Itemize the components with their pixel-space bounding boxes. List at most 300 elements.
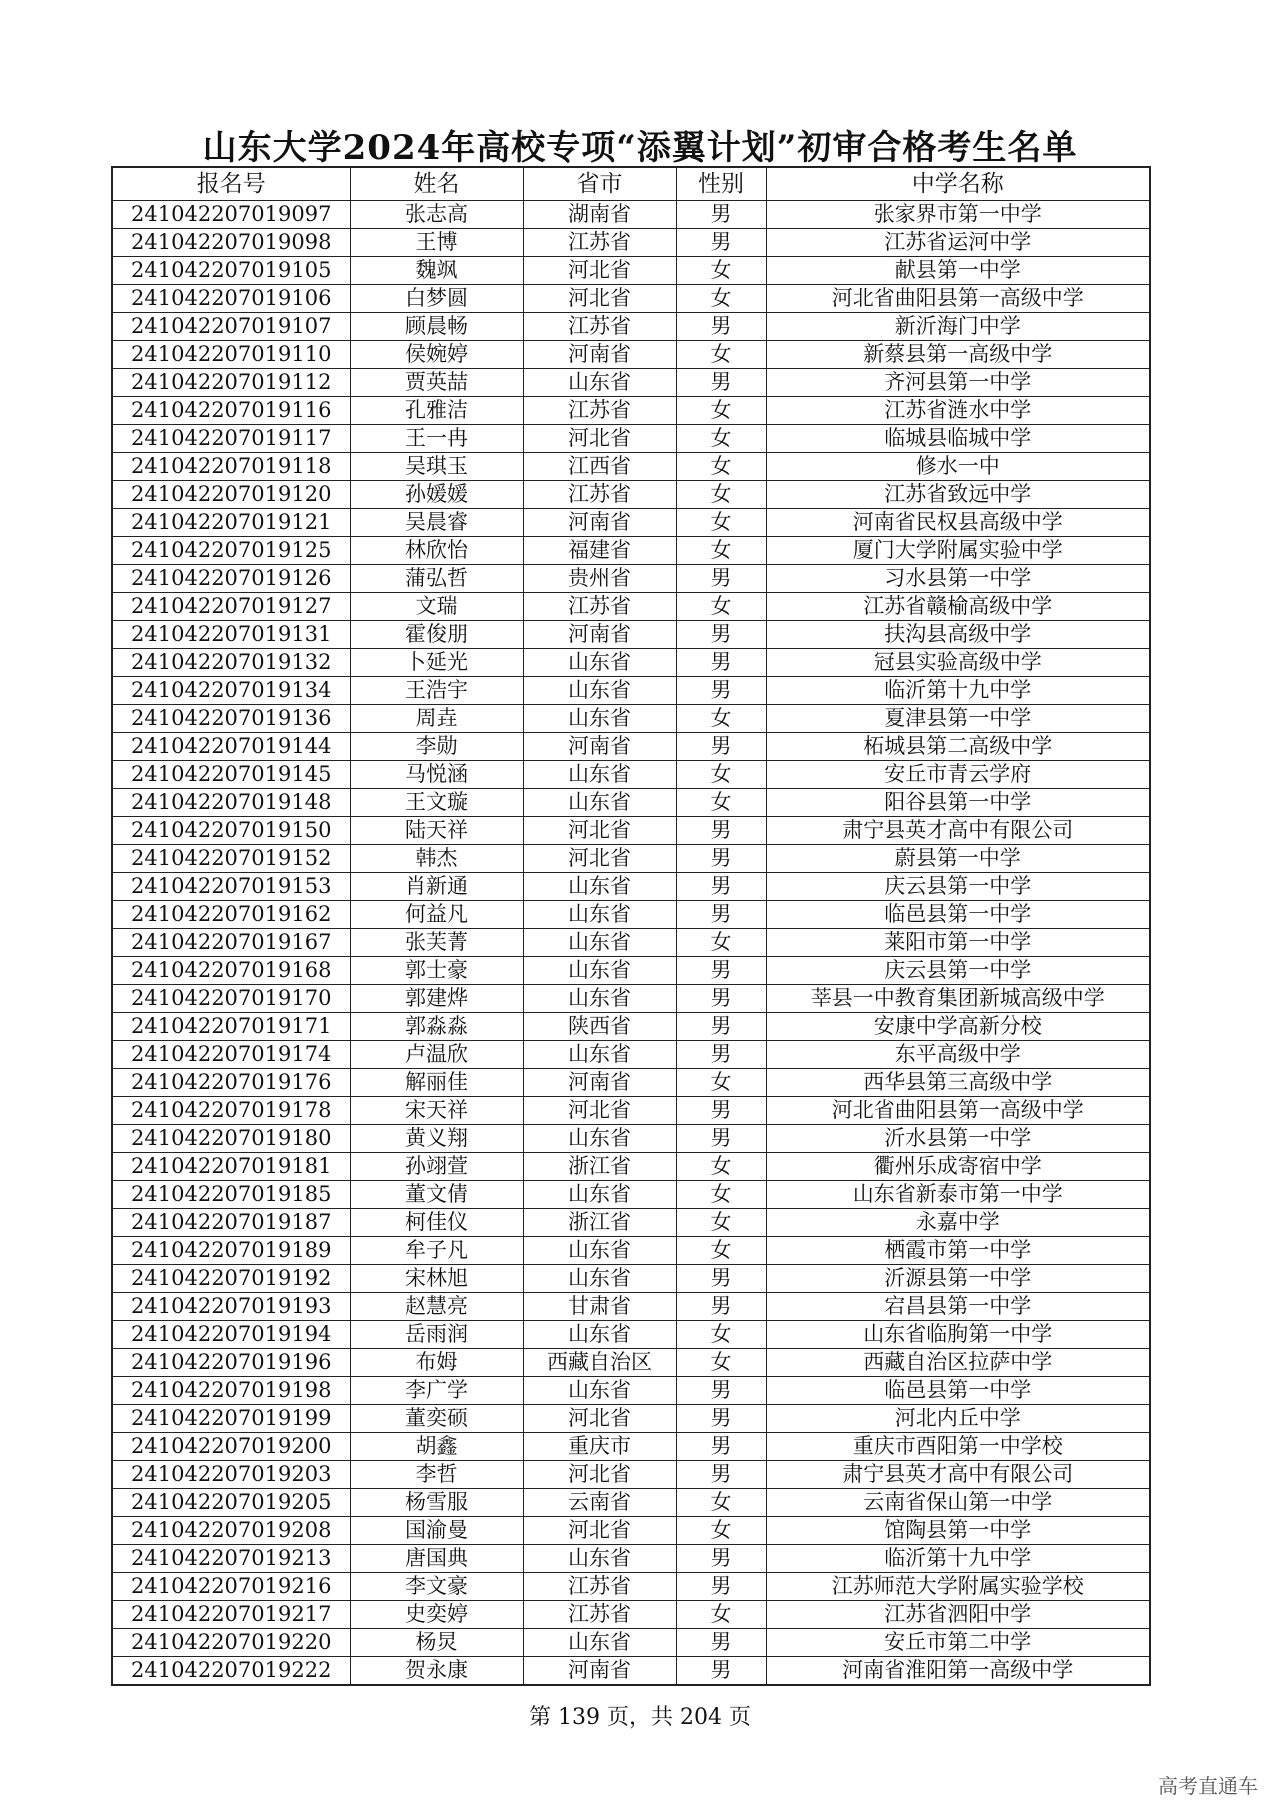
cell-gender: 男 [676,817,766,845]
table-row [112,369,1150,397]
table-row [112,425,1150,453]
cell-gender: 女 [676,1069,766,1097]
cell-name: 林欣怡 [350,537,523,565]
cell-school: 肃宁县英才高中有限公司 [766,817,1150,845]
cell-gender: 男 [676,1377,766,1405]
cell-school: 安康中学高新分校 [766,1013,1150,1041]
cell-name: 蒲弘哲 [350,565,523,593]
cell-registration-id: 241042207019148 [112,789,350,817]
cell-gender: 男 [676,873,766,901]
cell-registration-id: 241042207019205 [112,1489,350,1517]
cell-registration-id: 241042207019136 [112,705,350,733]
cell-gender: 女 [676,1321,766,1349]
cell-registration-id: 241042207019116 [112,397,350,425]
cell-province: 浙江省 [523,1153,676,1181]
cell-registration-id: 241042207019181 [112,1153,350,1181]
cell-registration-id: 241042207019153 [112,873,350,901]
cell-name: 孔雅洁 [350,397,523,425]
table-row [112,1125,1150,1153]
cell-name: 牟子凡 [350,1237,523,1265]
cell-gender: 男 [676,1041,766,1069]
cell-name: 文瑞 [350,593,523,621]
cell-gender: 男 [676,1125,766,1153]
cell-gender: 男 [676,677,766,705]
cell-name: 王文璇 [350,789,523,817]
table-row [112,845,1150,873]
cell-registration-id: 241042207019196 [112,1349,350,1377]
table-row [112,1433,1150,1461]
cell-gender: 男 [676,901,766,929]
cell-school: 夏津县第一中学 [766,705,1150,733]
column-header-name: 姓名 [350,167,523,201]
cell-gender: 女 [676,1517,766,1545]
table-row [112,1293,1150,1321]
cell-province: 河北省 [523,1405,676,1433]
cell-gender: 女 [676,481,766,509]
cell-school: 河南省民权县高级中学 [766,509,1150,537]
cell-name: 布姆 [350,1349,523,1377]
table-row [112,1209,1150,1237]
cell-province: 河北省 [523,425,676,453]
cell-province: 山东省 [523,649,676,677]
table-row [112,1013,1150,1041]
cell-registration-id: 241042207019110 [112,341,350,369]
table-row [112,1573,1150,1601]
cell-registration-id: 241042207019203 [112,1461,350,1489]
cell-gender: 男 [676,1293,766,1321]
cell-name: 卜延光 [350,649,523,677]
cell-registration-id: 241042207019213 [112,1545,350,1573]
cell-school: 河北省曲阳县第一高级中学 [766,285,1150,313]
cell-gender: 女 [676,705,766,733]
table-row [112,481,1150,509]
cell-name: 王博 [350,229,523,257]
cell-province: 西藏自治区 [523,1349,676,1377]
cell-province: 河南省 [523,621,676,649]
cell-school: 蔚县第一中学 [766,845,1150,873]
table-row [112,285,1150,313]
cell-registration-id: 241042207019200 [112,1433,350,1461]
cell-school: 江苏省涟水中学 [766,397,1150,425]
cell-province: 江苏省 [523,481,676,509]
cell-name: 孙翊萱 [350,1153,523,1181]
table-row [112,733,1150,761]
cell-name: 解丽佳 [350,1069,523,1097]
table-row [112,1489,1150,1517]
table-row [112,621,1150,649]
cell-province: 江苏省 [523,397,676,425]
cell-gender: 男 [676,1097,766,1125]
cell-registration-id: 241042207019132 [112,649,350,677]
cell-school: 莘县一中教育集团新城高级中学 [766,985,1150,1013]
cell-province: 河南省 [523,341,676,369]
cell-province: 山东省 [523,705,676,733]
cell-province: 河南省 [523,1657,676,1686]
cell-province: 河北省 [523,845,676,873]
cell-province: 河北省 [523,285,676,313]
cell-gender: 男 [676,1013,766,1041]
table-row [112,1377,1150,1405]
cell-gender: 男 [676,621,766,649]
cell-school: 习水县第一中学 [766,565,1150,593]
cell-school: 衢州乐成寄宿中学 [766,1153,1150,1181]
cell-registration-id: 241042207019152 [112,845,350,873]
cell-school: 栖霞市第一中学 [766,1237,1150,1265]
cell-name: 史奕婷 [350,1601,523,1629]
cell-gender: 女 [676,425,766,453]
table-row [112,1461,1150,1489]
watermark-text: 高考直通车 [1158,1774,1258,1798]
cell-province: 陕西省 [523,1013,676,1041]
table-row [112,1657,1150,1686]
cell-school: 肃宁县英才高中有限公司 [766,1461,1150,1489]
table-row [112,313,1150,341]
candidate-table [111,166,1151,1686]
cell-school: 河北省曲阳县第一高级中学 [766,1097,1150,1125]
table-row [112,649,1150,677]
cell-gender: 男 [676,649,766,677]
cell-province: 湖南省 [523,201,676,229]
table-row [112,901,1150,929]
cell-province: 江苏省 [523,1573,676,1601]
cell-name: 马悦涵 [350,761,523,789]
table-row [112,985,1150,1013]
cell-name: 王一冉 [350,425,523,453]
cell-name: 陆天祥 [350,817,523,845]
table-row [112,1629,1150,1657]
cell-name: 侯婉婷 [350,341,523,369]
cell-gender: 男 [676,845,766,873]
cell-name: 唐国典 [350,1545,523,1573]
cell-name: 宋天祥 [350,1097,523,1125]
cell-registration-id: 241042207019222 [112,1657,350,1686]
cell-school: 新蔡县第一高级中学 [766,341,1150,369]
cell-gender: 女 [676,537,766,565]
cell-name: 赵慧亮 [350,1293,523,1321]
cell-school: 张家界市第一中学 [766,201,1150,229]
cell-gender: 男 [676,1461,766,1489]
cell-province: 山东省 [523,929,676,957]
cell-province: 江西省 [523,453,676,481]
cell-school: 重庆市酉阳第一中学校 [766,1433,1150,1461]
table-row [112,453,1150,481]
table-row [112,593,1150,621]
cell-province: 重庆市 [523,1433,676,1461]
cell-registration-id: 241042207019199 [112,1405,350,1433]
cell-name: 胡鑫 [350,1433,523,1461]
cell-school: 西藏自治区拉萨中学 [766,1349,1150,1377]
cell-province: 山东省 [523,1237,676,1265]
table-row [112,929,1150,957]
cell-school: 馆陶县第一中学 [766,1517,1150,1545]
cell-name: 何益凡 [350,901,523,929]
cell-school: 西华县第三高级中学 [766,1069,1150,1097]
cell-registration-id: 241042207019098 [112,229,350,257]
table-row [112,229,1150,257]
cell-name: 周垚 [350,705,523,733]
cell-registration-id: 241042207019127 [112,593,350,621]
cell-school: 安丘市青云学府 [766,761,1150,789]
page-number: 第 139 页，共 204 页 [529,1705,751,1730]
column-header-school: 中学名称 [766,167,1150,201]
cell-registration-id: 241042207019144 [112,733,350,761]
cell-school: 山东省新泰市第一中学 [766,1181,1150,1209]
cell-province: 江苏省 [523,313,676,341]
cell-school: 庆云县第一中学 [766,873,1150,901]
cell-registration-id: 241042207019193 [112,1293,350,1321]
cell-registration-id: 241042207019150 [112,817,350,845]
cell-name: 张芙菁 [350,929,523,957]
cell-school: 江苏省运河中学 [766,229,1150,257]
table-row [112,509,1150,537]
cell-province: 河北省 [523,1097,676,1125]
cell-school: 云南省保山第一中学 [766,1489,1150,1517]
cell-gender: 男 [676,1265,766,1293]
cell-name: 李哲 [350,1461,523,1489]
table-row [112,705,1150,733]
cell-registration-id: 241042207019162 [112,901,350,929]
cell-school: 扶沟县高级中学 [766,621,1150,649]
cell-gender: 女 [676,509,766,537]
cell-province: 山东省 [523,1629,676,1657]
cell-gender: 女 [676,397,766,425]
column-header-gender: 性别 [676,167,766,201]
cell-gender: 男 [676,1573,766,1601]
cell-school: 河北内丘中学 [766,1405,1150,1433]
table-row [112,761,1150,789]
cell-province: 山东省 [523,677,676,705]
page-title: 山东大学2024年高校专项“添翼计划”初审合格考生名单 [202,128,1078,168]
table-row [112,1321,1150,1349]
cell-registration-id: 241042207019198 [112,1377,350,1405]
cell-gender: 男 [676,201,766,229]
table-row [112,1237,1150,1265]
cell-province: 山东省 [523,1545,676,1573]
table-row [112,1097,1150,1125]
table-row [112,1517,1150,1545]
cell-name: 王浩宇 [350,677,523,705]
cell-gender: 女 [676,1153,766,1181]
table-row [112,789,1150,817]
table-row [112,817,1150,845]
cell-province: 山东省 [523,761,676,789]
table-row [112,1601,1150,1629]
cell-gender: 男 [676,369,766,397]
table-row [112,397,1150,425]
cell-school: 齐河县第一中学 [766,369,1150,397]
cell-province: 山东省 [523,985,676,1013]
cell-province: 河北省 [523,257,676,285]
cell-registration-id: 241042207019106 [112,285,350,313]
cell-gender: 女 [676,761,766,789]
cell-school: 临邑县第一中学 [766,901,1150,929]
cell-school: 沂水县第一中学 [766,1125,1150,1153]
cell-school: 修水一中 [766,453,1150,481]
cell-school: 柘城县第二高级中学 [766,733,1150,761]
cell-registration-id: 241042207019168 [112,957,350,985]
cell-registration-id: 241042207019131 [112,621,350,649]
cell-province: 云南省 [523,1489,676,1517]
cell-name: 吴琪玉 [350,453,523,481]
cell-name: 李勋 [350,733,523,761]
cell-province: 山东省 [523,1321,676,1349]
cell-school: 沂源县第一中学 [766,1265,1150,1293]
cell-gender: 男 [676,565,766,593]
cell-registration-id: 241042207019145 [112,761,350,789]
cell-province: 河南省 [523,509,676,537]
cell-registration-id: 241042207019185 [112,1181,350,1209]
cell-registration-id: 241042207019120 [112,481,350,509]
cell-registration-id: 241042207019134 [112,677,350,705]
cell-province: 山东省 [523,1377,676,1405]
cell-registration-id: 241042207019187 [112,1209,350,1237]
cell-name: 杨炅 [350,1629,523,1657]
cell-province: 河北省 [523,1461,676,1489]
cell-name: 孙媛媛 [350,481,523,509]
cell-registration-id: 241042207019192 [112,1265,350,1293]
cell-gender: 男 [676,733,766,761]
cell-name: 郭士豪 [350,957,523,985]
table-row [112,1069,1150,1097]
cell-registration-id: 241042207019170 [112,985,350,1013]
cell-school: 江苏省致远中学 [766,481,1150,509]
cell-gender: 女 [676,789,766,817]
cell-registration-id: 241042207019180 [112,1125,350,1153]
cell-school: 临沂第十九中学 [766,1545,1150,1573]
cell-name: 白梦圆 [350,285,523,313]
cell-registration-id: 241042207019112 [112,369,350,397]
cell-school: 厦门大学附属实验中学 [766,537,1150,565]
cell-name: 董文倩 [350,1181,523,1209]
cell-school: 阳谷县第一中学 [766,789,1150,817]
cell-school: 献县第一中学 [766,257,1150,285]
cell-school: 临城县临城中学 [766,425,1150,453]
cell-gender: 男 [676,1405,766,1433]
cell-province: 山东省 [523,873,676,901]
cell-registration-id: 241042207019126 [112,565,350,593]
cell-gender: 女 [676,1209,766,1237]
cell-province: 河南省 [523,733,676,761]
cell-province: 河北省 [523,1517,676,1545]
cell-registration-id: 241042207019178 [112,1097,350,1125]
cell-name: 顾晨畅 [350,313,523,341]
cell-school: 江苏师范大学附属实验学校 [766,1573,1150,1601]
cell-name: 魏飒 [350,257,523,285]
cell-gender: 男 [676,985,766,1013]
cell-registration-id: 241042207019220 [112,1629,350,1657]
cell-school: 河南省淮阳第一高级中学 [766,1657,1150,1686]
cell-name: 肖新通 [350,873,523,901]
cell-gender: 男 [676,1629,766,1657]
cell-gender: 女 [676,341,766,369]
cell-gender: 女 [676,257,766,285]
cell-province: 河北省 [523,817,676,845]
cell-province: 贵州省 [523,565,676,593]
cell-registration-id: 241042207019125 [112,537,350,565]
cell-province: 山东省 [523,1041,676,1069]
cell-province: 江苏省 [523,593,676,621]
cell-name: 贺永康 [350,1657,523,1686]
cell-gender: 男 [676,229,766,257]
table-row [112,257,1150,285]
cell-registration-id: 241042207019189 [112,1237,350,1265]
cell-school: 江苏省泗阳中学 [766,1601,1150,1629]
table-row [112,565,1150,593]
cell-name: 霍俊朋 [350,621,523,649]
table-row [112,201,1150,229]
cell-registration-id: 241042207019174 [112,1041,350,1069]
table-row [112,1181,1150,1209]
cell-school: 新沂海门中学 [766,313,1150,341]
table-row [112,537,1150,565]
cell-gender: 女 [676,1181,766,1209]
cell-province: 甘肃省 [523,1293,676,1321]
cell-name: 李文豪 [350,1573,523,1601]
cell-school: 永嘉中学 [766,1209,1150,1237]
cell-school: 莱阳市第一中学 [766,929,1150,957]
cell-name: 岳雨润 [350,1321,523,1349]
cell-gender: 女 [676,285,766,313]
table-row [112,957,1150,985]
cell-gender: 女 [676,1489,766,1517]
cell-name: 吴晨睿 [350,509,523,537]
cell-name: 杨雪服 [350,1489,523,1517]
cell-name: 郭建烨 [350,985,523,1013]
cell-name: 韩杰 [350,845,523,873]
cell-school: 庆云县第一中学 [766,957,1150,985]
cell-province: 福建省 [523,537,676,565]
table-row [112,1153,1150,1181]
table-row [112,341,1150,369]
table-row [112,677,1150,705]
table-row [112,1349,1150,1377]
cell-gender: 男 [676,1545,766,1573]
cell-name: 董奕硕 [350,1405,523,1433]
cell-province: 江苏省 [523,229,676,257]
cell-name: 李广学 [350,1377,523,1405]
table-header-row [112,167,1150,201]
cell-gender: 女 [676,929,766,957]
cell-gender: 男 [676,1657,766,1686]
column-header-province: 省市 [523,167,676,201]
cell-registration-id: 241042207019171 [112,1013,350,1041]
cell-registration-id: 241042207019176 [112,1069,350,1097]
table-row [112,873,1150,901]
cell-gender: 男 [676,1433,766,1461]
cell-gender: 女 [676,453,766,481]
cell-name: 国渝曼 [350,1517,523,1545]
cell-gender: 男 [676,313,766,341]
cell-name: 贾英喆 [350,369,523,397]
cell-province: 浙江省 [523,1209,676,1237]
cell-gender: 女 [676,1237,766,1265]
cell-name: 黄义翔 [350,1125,523,1153]
cell-province: 山东省 [523,1181,676,1209]
column-header-id: 报名号 [112,167,350,201]
cell-gender: 男 [676,957,766,985]
cell-school: 东平高级中学 [766,1041,1150,1069]
cell-name: 柯佳仪 [350,1209,523,1237]
cell-province: 山东省 [523,789,676,817]
cell-registration-id: 241042207019097 [112,201,350,229]
cell-school: 山东省临朐第一中学 [766,1321,1150,1349]
cell-province: 山东省 [523,1125,676,1153]
cell-school: 临邑县第一中学 [766,1377,1150,1405]
cell-registration-id: 241042207019217 [112,1601,350,1629]
cell-province: 山东省 [523,369,676,397]
cell-province: 江苏省 [523,1601,676,1629]
cell-name: 郭淼淼 [350,1013,523,1041]
